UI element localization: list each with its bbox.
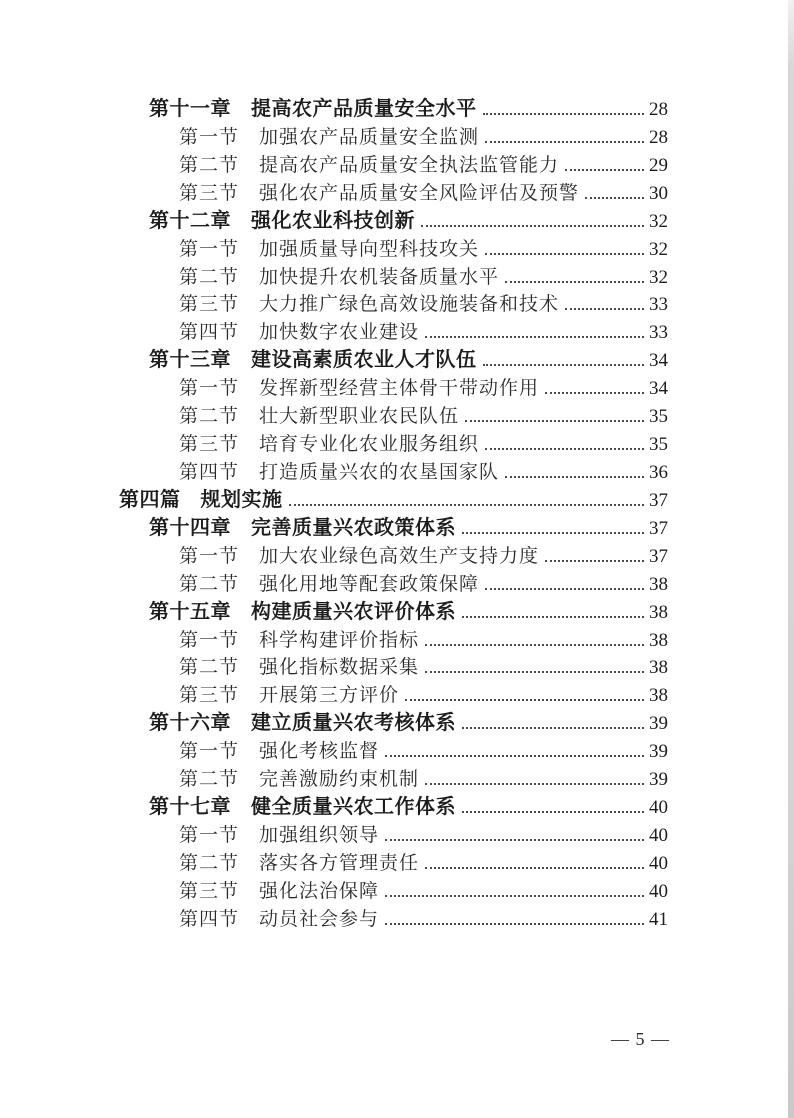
toc-entry-title: 大力推广绿色高效设施装备和技术 bbox=[259, 294, 560, 316]
toc-entry-section bbox=[0, 459, 794, 487]
toc-entry-title: 提高农产品质量安全执法监管能力 bbox=[259, 154, 560, 176]
toc-entry-page: 39 bbox=[649, 769, 668, 791]
toc-entry-title: 动员社会参与 bbox=[259, 908, 380, 930]
toc-entry-title: 打造质量兴农的农垦国家队 bbox=[259, 461, 500, 483]
dotted-leader bbox=[385, 755, 644, 757]
toc-entry-title: 加强组织领导 bbox=[259, 824, 380, 846]
toc-entry-title: 壮大新型职业农民队伍 bbox=[259, 406, 460, 428]
toc-entry-label: 第四节 bbox=[179, 908, 240, 930]
dotted-leader bbox=[485, 588, 644, 590]
dotted-leader bbox=[425, 867, 644, 869]
toc-entry-page: 39 bbox=[649, 741, 668, 763]
toc-entry-page: 40 bbox=[649, 824, 668, 846]
toc-entry-chapter bbox=[0, 794, 794, 822]
toc-entry-page: 40 bbox=[649, 797, 668, 819]
toc-entry-label: 第三节 bbox=[179, 434, 240, 456]
toc-entry-title: 加强质量导向型科技攻关 bbox=[259, 238, 480, 260]
scan-edge-shadow bbox=[788, 0, 794, 1118]
toc-entry-label: 第十二章 bbox=[149, 209, 231, 232]
toc-entry-label: 第二节 bbox=[179, 657, 240, 679]
toc-entry-title: 落实各方管理责任 bbox=[259, 852, 420, 874]
toc-entry-title: 开展第三方评价 bbox=[259, 685, 400, 707]
toc-entry-section bbox=[0, 654, 794, 682]
toc-entry-label: 第十四章 bbox=[149, 516, 231, 539]
toc-entry-section bbox=[0, 180, 794, 208]
toc-entry-section bbox=[0, 543, 794, 571]
toc-entry-title: 科学构建评价指标 bbox=[259, 629, 420, 651]
toc-entry-title: 强化农业科技创新 bbox=[251, 209, 415, 232]
table-of-contents bbox=[0, 96, 794, 934]
toc-entry-page: 32 bbox=[649, 266, 668, 288]
toc-entry-chapter bbox=[0, 515, 794, 543]
toc-entry-label: 第二节 bbox=[179, 573, 240, 595]
toc-entry-section bbox=[0, 571, 794, 599]
dotted-leader bbox=[485, 141, 644, 143]
toc-entry-page: 28 bbox=[649, 99, 668, 120]
toc-entry-title: 健全质量兴农工作体系 bbox=[251, 796, 456, 819]
toc-entry-label: 第一节 bbox=[179, 824, 240, 846]
toc-entry-label: 第四节 bbox=[179, 461, 240, 483]
toc-entry-title: 规划实施 bbox=[200, 488, 283, 511]
toc-entry-section bbox=[0, 264, 794, 292]
toc-entry-title: 建立质量兴农考核体系 bbox=[251, 712, 456, 735]
toc-entry-title: 加大农业绿色高效生产支持力度 bbox=[259, 545, 540, 567]
dotted-leader bbox=[421, 225, 644, 227]
toc-entry-title: 强化用地等配套政策保障 bbox=[259, 573, 480, 595]
toc-entry-section bbox=[0, 822, 794, 850]
dotted-leader bbox=[483, 364, 645, 366]
toc-entry-page: 38 bbox=[649, 657, 668, 679]
toc-entry-page: 32 bbox=[649, 238, 668, 260]
toc-entry-section bbox=[0, 236, 794, 264]
toc-entry-section bbox=[0, 906, 794, 934]
toc-entry-label: 第十五章 bbox=[149, 600, 231, 623]
dotted-leader bbox=[465, 420, 644, 422]
toc-entry-label: 第二节 bbox=[179, 769, 240, 791]
toc-entry-page: 38 bbox=[649, 573, 668, 595]
dotted-leader bbox=[485, 448, 644, 450]
dotted-leader bbox=[462, 532, 644, 534]
toc-entry-title: 加强农产品质量安全监测 bbox=[259, 126, 480, 148]
toc-entry-section bbox=[0, 124, 794, 152]
toc-entry-label: 第三节 bbox=[179, 182, 240, 204]
toc-entry-page: 35 bbox=[649, 434, 668, 456]
toc-entry-title: 强化指标数据采集 bbox=[259, 657, 420, 679]
toc-entry-title: 发挥新型经营主体骨干带动作用 bbox=[259, 378, 540, 400]
toc-entry-label: 第四节 bbox=[179, 322, 240, 344]
toc-entry-section bbox=[0, 403, 794, 431]
toc-entry-chapter bbox=[0, 96, 794, 124]
toc-entry-page: 28 bbox=[649, 126, 668, 148]
dotted-leader bbox=[425, 671, 644, 673]
toc-entry-label: 第一节 bbox=[179, 238, 240, 260]
toc-entry-page: 40 bbox=[649, 880, 668, 902]
dotted-leader bbox=[462, 727, 644, 729]
toc-entry-section bbox=[0, 152, 794, 180]
toc-entry-label: 第一节 bbox=[179, 741, 240, 763]
toc-entry-page: 35 bbox=[649, 406, 668, 428]
toc-entry-part bbox=[0, 487, 794, 515]
toc-entry-section bbox=[0, 878, 794, 906]
toc-entry-label: 第一节 bbox=[179, 126, 240, 148]
toc-entry-section bbox=[0, 682, 794, 710]
dotted-leader bbox=[385, 839, 644, 841]
toc-entry-label: 第一节 bbox=[179, 629, 240, 651]
toc-entry-label: 第二节 bbox=[179, 406, 240, 428]
toc-entry-chapter bbox=[0, 347, 794, 375]
dotted-leader bbox=[585, 197, 644, 199]
toc-entry-page: 38 bbox=[649, 629, 668, 651]
toc-entry-section bbox=[0, 766, 794, 794]
toc-entry-page: 38 bbox=[649, 601, 668, 623]
dotted-leader bbox=[565, 308, 644, 310]
toc-entry-section bbox=[0, 850, 794, 878]
toc-entry-page: 32 bbox=[649, 210, 668, 232]
toc-entry-page: 34 bbox=[649, 350, 668, 372]
toc-entry-page: 37 bbox=[649, 517, 668, 539]
toc-entry-title: 构建质量兴农评价体系 bbox=[251, 600, 456, 623]
toc-entry-label: 第二节 bbox=[179, 154, 240, 176]
toc-entry-title: 强化考核监督 bbox=[259, 741, 380, 763]
toc-entry-title: 加快提升农机装备质量水平 bbox=[259, 266, 500, 288]
toc-entry-section bbox=[0, 738, 794, 766]
toc-entry-title: 完善激励约束机制 bbox=[259, 769, 420, 791]
toc-entry-section bbox=[0, 431, 794, 459]
toc-entry-label: 第一节 bbox=[179, 378, 240, 400]
toc-entry-section bbox=[0, 627, 794, 655]
toc-entry-label: 第十六章 bbox=[149, 712, 231, 735]
toc-entry-label: 第二节 bbox=[179, 266, 240, 288]
toc-entry-page: 39 bbox=[649, 713, 668, 735]
toc-entry-title: 建设高素质农业人才队伍 bbox=[251, 349, 477, 372]
toc-entry-chapter bbox=[0, 710, 794, 738]
toc-entry-title: 完善质量兴农政策体系 bbox=[251, 516, 456, 539]
dotted-leader bbox=[462, 616, 644, 618]
toc-entry-label: 第三节 bbox=[179, 880, 240, 902]
toc-entry-page: 33 bbox=[649, 322, 668, 344]
dotted-leader bbox=[485, 253, 644, 255]
toc-entry-page: 37 bbox=[649, 545, 668, 567]
dotted-leader bbox=[505, 281, 644, 283]
toc-entry-label: 第三节 bbox=[179, 685, 240, 707]
toc-entry-page: 30 bbox=[649, 182, 668, 204]
dotted-leader bbox=[289, 504, 645, 506]
toc-entry-title: 培育专业化农业服务组织 bbox=[259, 434, 480, 456]
toc-entry-page: 36 bbox=[649, 461, 668, 483]
toc-entry-label: 第十三章 bbox=[149, 349, 231, 372]
toc-entry-label: 第三节 bbox=[179, 294, 240, 316]
toc-entry-page: 34 bbox=[649, 378, 668, 400]
toc-entry-section bbox=[0, 375, 794, 403]
toc-entry-section bbox=[0, 291, 794, 319]
dotted-leader bbox=[405, 699, 644, 701]
dotted-leader bbox=[425, 783, 644, 785]
toc-entry-section bbox=[0, 319, 794, 347]
toc-entry-page: 29 bbox=[649, 154, 668, 176]
dotted-leader bbox=[483, 113, 645, 115]
toc-entry-page: 38 bbox=[649, 685, 668, 707]
toc-entry-chapter bbox=[0, 599, 794, 627]
toc-entry-label: 第十七章 bbox=[149, 796, 231, 819]
toc-entry-title: 强化法治保障 bbox=[259, 880, 380, 902]
toc-entry-title: 强化农产品质量安全风险评估及预警 bbox=[259, 182, 580, 204]
toc-entry-label: 第四篇 bbox=[119, 488, 181, 511]
toc-entry-title: 提高农产品质量安全水平 bbox=[251, 98, 477, 120]
toc-entry-label: 第二节 bbox=[179, 852, 240, 874]
toc-entry-label: 第一节 bbox=[179, 545, 240, 567]
dotted-leader bbox=[545, 560, 644, 562]
toc-entry-page: 33 bbox=[649, 294, 668, 316]
toc-entry-page: 41 bbox=[649, 908, 668, 930]
dotted-leader bbox=[425, 644, 644, 646]
toc-entry-chapter bbox=[0, 208, 794, 236]
toc-entry-page: 40 bbox=[649, 852, 668, 874]
dotted-leader bbox=[565, 169, 644, 171]
dotted-leader bbox=[385, 895, 644, 897]
toc-entry-label: 第十一章 bbox=[149, 98, 231, 120]
dotted-leader bbox=[385, 923, 644, 925]
dotted-leader bbox=[425, 336, 644, 338]
dotted-leader bbox=[462, 811, 644, 813]
dotted-leader bbox=[545, 392, 644, 394]
page-number: — 5 — bbox=[611, 1029, 670, 1049]
toc-entry-title: 加快数字农业建设 bbox=[259, 322, 420, 344]
toc-entry-page: 37 bbox=[649, 489, 668, 511]
dotted-leader bbox=[505, 476, 644, 478]
